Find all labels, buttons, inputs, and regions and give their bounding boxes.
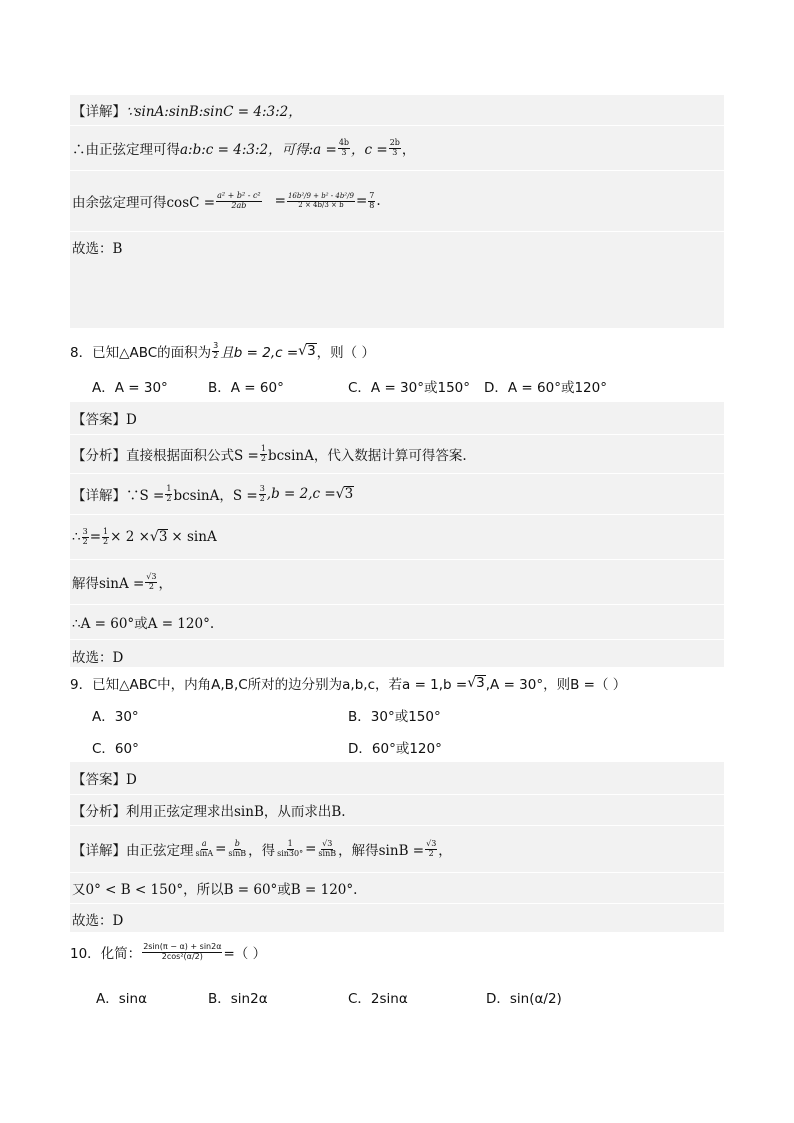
option-c[interactable]: C．A = 30°或150°: [348, 380, 471, 396]
sqrt-icon: √: [467, 675, 477, 691]
detail-mid2: ,b = 2,c =: [266, 486, 336, 502]
option-a[interactable]: A．A = 30°: [92, 380, 168, 396]
sqrt-icon: √: [149, 529, 159, 545]
q9-detail: [70, 826, 724, 873]
stem-prefix: 10．化简：: [70, 946, 142, 962]
option-c[interactable]: C．2sinα: [348, 991, 408, 1007]
frac-num: 3: [82, 527, 88, 537]
frac-den: 3: [341, 147, 347, 157]
step1-prefix: ∴: [72, 529, 81, 545]
q9-options-row1: [92, 702, 441, 728]
frac-num: 2b: [389, 138, 400, 148]
answer-text: 【答案】D: [72, 412, 137, 428]
frac-num: b: [234, 839, 240, 849]
q8-options: [92, 374, 607, 398]
option-b[interactable]: B．sin2α: [208, 991, 268, 1007]
frac-den: sinB: [318, 848, 337, 858]
detail-end: ，: [438, 843, 452, 859]
step1-end: × sinA: [171, 529, 217, 545]
q8-choose: [70, 640, 724, 671]
detail-mid2: ，解得sinB =: [338, 843, 425, 859]
equals: =: [274, 193, 286, 209]
fraction: [165, 485, 172, 503]
frac-num: 1: [287, 839, 293, 849]
frac-num: 1: [103, 527, 109, 537]
fraction: [368, 192, 375, 210]
frac-num: 3: [259, 484, 265, 494]
fraction: [260, 445, 267, 463]
fraction: [102, 528, 109, 546]
fraction: [259, 485, 266, 503]
detail-mid: bcsinA，S =: [173, 488, 258, 504]
frac-num: 4b: [338, 138, 350, 148]
sqrt-icon: √: [335, 486, 345, 502]
frac-den: 2ab: [231, 200, 247, 210]
fraction: [82, 528, 89, 546]
fraction: [287, 193, 355, 209]
line2-ratio: a:b:c = 4:3:2，可得:a =: [180, 142, 337, 158]
line3-end: .: [376, 193, 381, 209]
frac-num: 16b²/9 + b² - 4b²/9: [287, 192, 354, 201]
line2-end: ，: [401, 142, 416, 158]
frac-num: 1: [166, 484, 172, 494]
frac-num: √3: [146, 572, 157, 582]
frac-den: 2: [148, 581, 154, 591]
fraction: [212, 342, 219, 360]
stem-prefix: 9．已知△ABC中，内角A,B,C所对的边分别为a,b,c，若a = 1,b =: [70, 677, 468, 693]
stem-end: ，则（ ）: [316, 345, 375, 361]
option-d[interactable]: D．A = 60°或120°: [484, 380, 607, 396]
choose-text: 故选：D: [72, 649, 124, 666]
line3-prefix: 由余弦定理可得cosC =: [72, 195, 216, 211]
frac-den: 2: [428, 848, 434, 858]
line2-c: ，c =: [351, 142, 388, 158]
sqrt-value: 3: [307, 343, 316, 360]
fraction: [142, 943, 222, 961]
option-d[interactable]: D．60°或120°: [348, 741, 442, 757]
choose-text: 故选：B: [72, 241, 123, 257]
step2-end: ，: [158, 576, 172, 592]
analysis-end: bcsinA，代入数据计算可得答案.: [267, 448, 467, 464]
q8-step3: [70, 605, 724, 640]
q7-detail-line: [70, 95, 724, 126]
detail-prefix: 【详解】∵S =: [72, 488, 165, 504]
step2-prefix: 解得sinA =: [72, 576, 145, 592]
detail-prefix: 【详解】由正弦定理: [72, 843, 194, 859]
q10-stem: [70, 934, 266, 970]
frac-num: √3: [426, 839, 437, 849]
frac-den: sinA: [195, 848, 214, 858]
fraction: [389, 139, 401, 157]
frac-den: sinB: [228, 848, 247, 858]
step-text: 又0° < B < 150°，所以B = 60°或B = 120°.: [72, 882, 358, 898]
q10-options: [96, 984, 562, 1010]
frac-num: 1: [260, 444, 266, 454]
stem-end: =（ ）: [223, 946, 267, 962]
q7-solution-block: [70, 95, 724, 328]
q9-options-row2: [92, 734, 442, 760]
frac-num: 2sin(π − α) + sin2α: [143, 942, 222, 952]
fraction: [227, 840, 247, 858]
line2-prefix: ∴由正弦定理可得: [72, 142, 180, 158]
fraction: [145, 573, 157, 591]
fraction: [317, 840, 337, 858]
frac-num: 3: [213, 341, 219, 351]
stem-prefix: 8．已知△ABC的面积为: [70, 345, 212, 361]
frac-den: 2 × 4b/3 × b: [298, 200, 344, 209]
q9-stem: [70, 670, 626, 696]
q8-answer: [70, 402, 724, 435]
equals: =: [305, 841, 317, 857]
sqrt-value: 3: [158, 529, 168, 546]
q8-step1: [70, 515, 724, 560]
answer-text: 【答案】D: [72, 772, 137, 788]
fraction: [338, 139, 350, 157]
q9-choose: [70, 904, 724, 934]
choose-text: 故选：D: [72, 913, 124, 929]
frac-den: sin30°: [277, 848, 304, 858]
frac-den: 8: [369, 200, 375, 210]
frac-den: 2: [82, 536, 88, 546]
q9-step: [70, 873, 724, 904]
sqrt-icon: √: [298, 343, 308, 359]
q9-analysis: [70, 795, 724, 826]
fraction: [425, 840, 437, 858]
q8-detail: [70, 474, 724, 515]
frac-den: 3: [392, 147, 398, 157]
frac-num: a: [201, 839, 207, 849]
frac-den: 2: [103, 536, 109, 546]
equals: =: [89, 529, 101, 545]
q9-solution-block: [70, 762, 724, 932]
option-d[interactable]: D．sin(α/2): [486, 991, 562, 1007]
frac-den: 2: [166, 493, 172, 503]
equals: =: [355, 193, 368, 209]
frac-den: 2: [260, 453, 266, 463]
equals: =: [215, 841, 227, 857]
frac-num: 7: [369, 191, 375, 201]
fraction: [216, 192, 262, 210]
frac-den: 2: [259, 493, 265, 503]
q7-line3: [70, 171, 724, 232]
step1-mid: × 2 ×: [110, 529, 150, 545]
stem-mid: 且b = 2,c =: [220, 345, 299, 361]
stem-end: ,A = 30°，则B =（ ）: [485, 677, 627, 693]
frac-num: √3: [322, 839, 333, 849]
q9-answer: [70, 762, 724, 795]
option-b[interactable]: B．A = 60°: [208, 380, 284, 396]
q8-stem: [70, 338, 375, 364]
q8-solution-block: [70, 402, 724, 667]
frac-den: 2cos²(α/2): [161, 951, 203, 961]
fraction: [195, 840, 215, 858]
sqrt-value: 3: [344, 486, 354, 503]
frac-den: 2: [213, 350, 219, 360]
detail-label: 【详解】: [72, 104, 126, 120]
detail-text: ∵sinA:sinB:sinC = 4:3:2，: [126, 104, 302, 120]
analysis-text: 【分析】利用正弦定理求出sinB，从而求出B.: [72, 804, 346, 820]
detail-mid: ，得: [248, 843, 276, 859]
sqrt-value: 3: [476, 675, 485, 692]
analysis-prefix: 【分析】直接根据面积公式S =: [72, 448, 259, 464]
step3-text: ∴A = 60°或A = 120°.: [72, 616, 215, 632]
q8-analysis: [70, 435, 724, 474]
option-a[interactable]: A．30°: [92, 709, 139, 725]
frac-num: a² + b² - c²: [217, 191, 261, 201]
option-c[interactable]: C．60°: [92, 741, 139, 757]
q7-choose-line: [70, 232, 724, 262]
fraction: [276, 840, 304, 858]
q7-line2: [70, 126, 724, 171]
option-a[interactable]: A．sinα: [96, 991, 147, 1007]
q8-step2: [70, 560, 724, 605]
option-b[interactable]: B．30°或150°: [348, 709, 441, 725]
